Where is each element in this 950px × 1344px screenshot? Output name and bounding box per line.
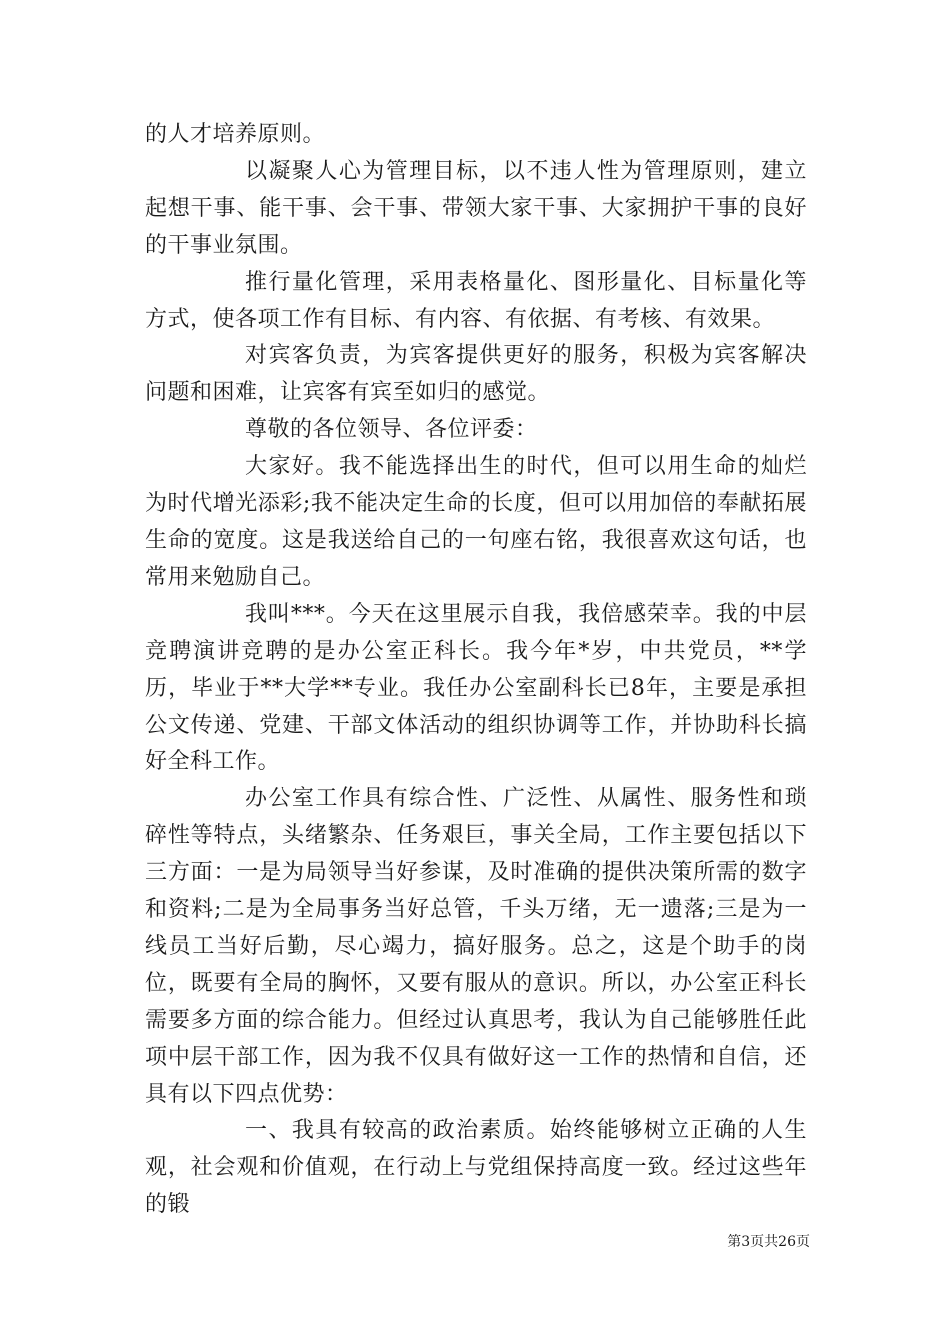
paragraph-3: 推行量化管理，采用表格量化、图形量化、目标量化等方式，使各项工作有目标、有内容、有依据、有考核、有效果。 — [145, 269, 807, 332]
paragraph-8: 办公室工作具有综合性、广泛性、从属性、服务性和琐碎性等特点，头绪繁杂、任务艰巨，事关全局，工作主要包括以下三方面：一是为局领导当好参谋，及时准确的提供决策所需的数字和资料;二是为全局事务当好总管，千头万绪，无一遗落;三是为一线员工当好后勤，尽心竭力，搞好服务。总之，这是个助手的岗位，既要有全局的胸怀，又要有服从的意识。所以，办公室正科长需要多方面的综合能力。但经过认真思考，我认为自己能够胜任此项中层干部工作，因为我不仅具有做好这一工作的热情和自信，还具有以下四点优势： — [145, 786, 807, 1107]
document-body — [145, 117, 807, 1224]
page-number-footer: 第3页共26页 — [727, 1234, 810, 1250]
paragraph-9: 一、我具有较高的政治素质。始终能够树立正确的人生观，社会观和价值观，在行动上与党组保持高度一致。经过这些年的锻 — [145, 1118, 807, 1218]
paragraph-7: 我叫***。今天在这里展示自我，我倍感荣幸。我的中层竞聘演讲竞聘的是办公室正科长。我今年*岁，中共党员，**学历，毕业于**大学**专业。我任办公室副科长已8年，主要是承担公文传递、党建、干部文体活动的组织协调等工作，并协助科长搞好全科工作。 — [145, 601, 807, 775]
paragraph-4: 对宾客负责，为宾客提供更好的服务，积极为宾客解决问题和困难，让宾客有宾至如归的感觉。 — [145, 343, 807, 406]
paragraph-2: 以凝聚人心为管理目标，以不违人性为管理原则，建立起想干事、能干事、会干事、带领大家干事、大家拥护干事的良好的干事业氛围。 — [145, 158, 807, 258]
paragraph-6: 大家好。我不能选择出生的时代，但可以用生命的灿烂为时代增光添彩;我不能决定生命的长度，但可以用加倍的奉献拓展生命的宽度。这是我送给自己的一句座右铭，我很喜欢这句话，也常用来勉励自己。 — [145, 454, 807, 590]
paragraph-1: 的人才培养原则。 — [145, 122, 326, 147]
paragraph-5: 尊敬的各位领导、各位评委： — [245, 417, 538, 443]
